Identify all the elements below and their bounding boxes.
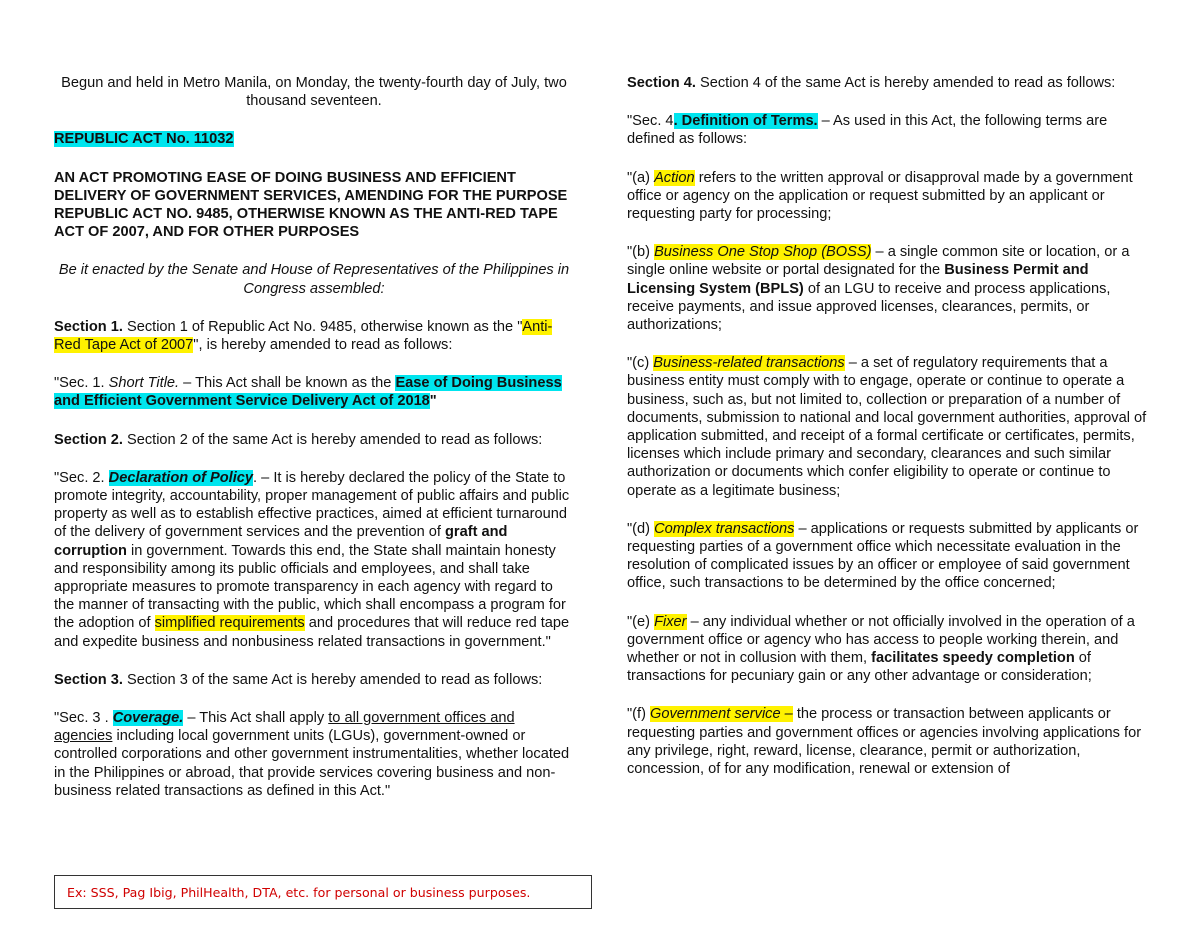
definition-b-term: Business One Stop Shop (BOSS) bbox=[654, 244, 872, 261]
definition-b-prefix: "(b) bbox=[627, 244, 655, 261]
section-3-paragraph bbox=[54, 671, 574, 689]
sec-1-paragraph bbox=[54, 374, 574, 410]
definition-a-text: refers to the written approval or disapproval made by a government office or agency on the application or request submitted by an applicant or requesting party for processing; bbox=[627, 169, 1133, 223]
sec-2-highlight: simplified requirements bbox=[154, 615, 305, 632]
definition-a bbox=[627, 169, 1152, 224]
section-1-label: Section 1. bbox=[54, 318, 123, 335]
definition-d-text: – applications or requests submitted by applicants or requesting parties of a government office which necessitate evaluation in the resolution of complicated issues by an officer or employee of said government office, such transactions to be determined by the office concerned; bbox=[627, 520, 1139, 592]
definition-e bbox=[627, 613, 1152, 686]
definition-f bbox=[627, 705, 1152, 778]
definition-b-text-b: of an LGU to receive and process applications, receive payments, and issue approved licenses, clearances, permits, or authorizations; bbox=[627, 280, 1111, 334]
definition-f-prefix: "(f) bbox=[627, 706, 651, 723]
definition-c-term: Business-related transactions bbox=[653, 355, 845, 372]
sec-2-bold: graft and corruption bbox=[54, 524, 508, 559]
sec-2-paragraph bbox=[54, 469, 574, 651]
section-1-text-a: Section 1 of Republic Act No. 9485, otherwise known as the " bbox=[122, 318, 523, 335]
sec-1-prefix: "Sec. 1. bbox=[54, 375, 109, 392]
definition-d-prefix: "(d) bbox=[627, 520, 655, 537]
definition-e-term: Fixer bbox=[654, 613, 687, 630]
section-1-highlight: Anti-Red Tape Act of 2007 bbox=[54, 318, 553, 354]
definition-e-text-a: – any individual whether or not officially involved in the operation of a government office or agency who has access to people working therein, and whether or not in collusion with them, bbox=[627, 613, 1135, 667]
sec-4-title: . Definition of Terms. bbox=[673, 113, 818, 130]
section-2-text: Section 2 of the same Act is hereby amended to read as follows: bbox=[122, 431, 543, 448]
sec-4-text: – As used in this Act, the following terms are defined as follows: bbox=[627, 113, 1108, 148]
sec-1-text: – This Act shall be known as the bbox=[179, 375, 396, 392]
section-4-label: Section 4 bbox=[627, 75, 692, 91]
definition-b-text-a: – a single common site or location, or a single online website or portal designated for the bbox=[627, 244, 1130, 279]
definition-a-term: Action bbox=[654, 169, 695, 186]
definition-e-prefix: "(e) bbox=[627, 613, 655, 630]
definition-c-prefix: "(c) bbox=[627, 355, 654, 372]
definition-f-text: the process or transaction between applicants or requesting parties and government offices or agencies involving applications for any privilege, right, reward, license, clearance, permit or authorization, concession, of for any modification, renewal or extension of bbox=[627, 706, 1142, 778]
sec-3-underline: to all government offices and agencies bbox=[54, 710, 515, 745]
definition-a-prefix: "(a) bbox=[627, 169, 655, 186]
section-4-paragraph bbox=[627, 74, 1152, 92]
definition-c bbox=[627, 354, 1152, 500]
sec-2-title: Declaration of Policy bbox=[108, 469, 254, 486]
sec-2-prefix: "Sec. 2. bbox=[54, 469, 109, 486]
ra-number-paragraph bbox=[54, 130, 574, 148]
sec-3-text-b: including local government units (LGUs), government-owned or controlled corporations and other government instrumentalities, whether located in the Philippines or abroad, that provide services covering business and non-business related transactions as defined in this Act." bbox=[54, 728, 570, 799]
sec-1-title: Short Title. bbox=[108, 375, 180, 392]
intro-paragraph: Begun and held in Metro Manila, on Monday, the twenty-fourth day of July, two thousand seventeen. bbox=[61, 75, 567, 110]
section-4-dot: . bbox=[691, 75, 696, 91]
sec-4-paragraph bbox=[627, 112, 1152, 148]
definition-b-bold: Business Permit and Licensing System (BPLS) bbox=[627, 262, 1089, 297]
section-2-paragraph bbox=[54, 431, 574, 449]
definition-b bbox=[627, 243, 1152, 334]
sec-1-highlight: Ease of Doing Business and Efficient Government Service Delivery Act of 2018 bbox=[54, 375, 562, 410]
act-title: AN ACT PROMOTING EASE OF DOING BUSINESS AND EFFICIENT DELIVERY OF GOVERNMENT SERVICES, AMENDING FOR THE PURPOSE REPUBLIC ACT NO. 9485, OTHERWISE KNOWN AS THE ANTI-RED TAPE ACT OF 2007, AND FOR OTHER PURPOSES bbox=[54, 169, 568, 241]
sec-2-text-b: in government. Towards this end, the State shall maintain honesty and responsibility among its public officials and employees, and shall take appropriate measures to promote transparency in each agency with regard to the manner of transacting with the public, which shall encompass a program for the adoption of bbox=[54, 542, 566, 632]
sec-3-text-a: – This Act shall apply bbox=[183, 710, 329, 727]
definition-f-term: Government service – bbox=[650, 706, 793, 723]
sec-2-dot: . bbox=[253, 469, 258, 486]
section-2-label: Section 2. bbox=[54, 431, 123, 448]
sec-1-end: " bbox=[429, 393, 437, 410]
section-4-text: Section 4 of the same Act is hereby amended to read as follows: bbox=[695, 75, 1116, 91]
definition-d-term: Complex transactions bbox=[654, 520, 795, 537]
definition-e-text-b: of transactions for pecuniary gain or any other advantage or consideration; bbox=[627, 650, 1092, 685]
sec-2-text-c: and procedures that will reduce red tape and expedite business and nonbusiness related transactions in government." bbox=[54, 615, 570, 650]
sec-3-paragraph bbox=[54, 709, 574, 800]
sec-3-title: Coverage. bbox=[112, 710, 184, 727]
definition-e-bold: facilitates speedy completion bbox=[871, 650, 1075, 667]
sec-4-prefix: "Sec. 4 bbox=[627, 113, 674, 130]
left-column bbox=[54, 74, 574, 820]
right-column bbox=[627, 74, 1152, 798]
section-3-text: Section 3 of the same Act is hereby amended to read as follows: bbox=[122, 671, 543, 688]
definition-c-text: – a set of regulatory requirements that a business entity must comply with to engage, operate or continue to operate a business, such as, but not limited to, collection or preparation of a number of documents, submission to national and local government authorities, approval of application submitted, and receipt of a formal certificate or certificates, permits, licenses which include primary and secondary, clearances and such similar authorization or documents which confer eligibility to operate or continue to operate as a legitimate business; bbox=[627, 355, 1147, 499]
section-1-text-b: ", is hereby amended to read as follows: bbox=[193, 337, 453, 354]
example-note-box: Ex: SSS, Pag Ibig, PhilHealth, DTA, etc. for personal or business purposes. bbox=[54, 875, 592, 909]
section-1-paragraph bbox=[54, 318, 574, 354]
definition-d bbox=[627, 520, 1152, 593]
enactment-clause: Be it enacted by the Senate and House of Representatives of the Philippines in Congress assembled: bbox=[58, 262, 570, 297]
sec-2-text-a: – It is hereby declared the policy of the State to promote integrity, accountability, proper management of public affairs and public property as well as to establish effective practices, aimed at efficient turnaround of the delivery of government services and the prevention of bbox=[54, 469, 570, 541]
ra-number: REPUBLIC ACT No. 11032 bbox=[54, 131, 234, 148]
sec-3-prefix: "Sec. 3 . bbox=[54, 710, 113, 727]
section-3-label: Section 3. bbox=[54, 671, 123, 688]
